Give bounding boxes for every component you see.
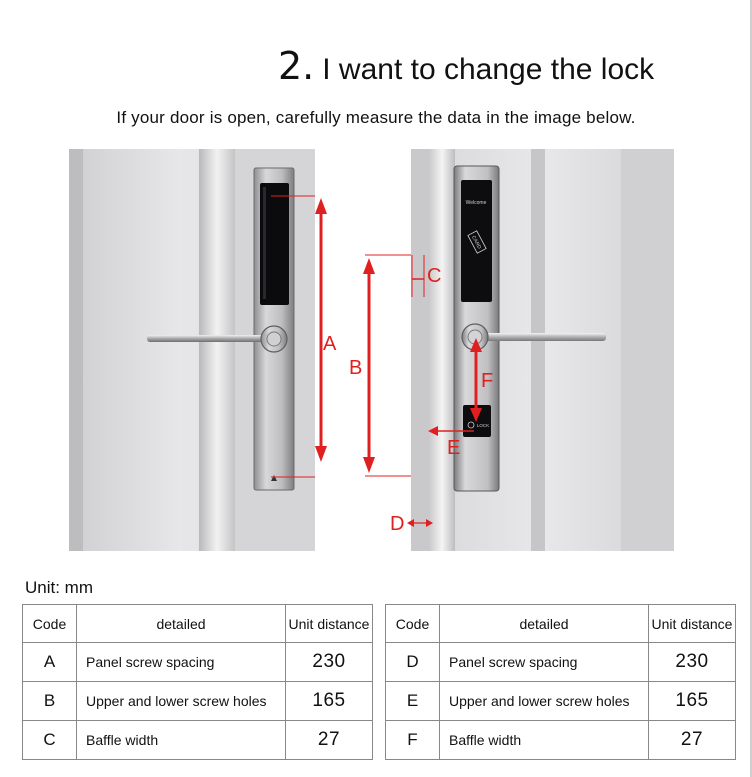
label-b: B [349, 357, 363, 379]
row-detail: Upper and lower screw holes [77, 682, 286, 721]
unit-label: Unit: mm [25, 578, 93, 597]
table-row [386, 682, 736, 721]
row-value: 165 [286, 682, 373, 721]
instruction-subtitle: If your door is open, carefully measure the data in the image below. [116, 108, 636, 127]
measure-arrow-d [405, 515, 435, 531]
row-value: 230 [649, 643, 736, 682]
lock-front-photo [69, 149, 315, 551]
table-header-row [23, 605, 373, 643]
row-code: A [23, 643, 77, 682]
page-title [278, 44, 654, 94]
lock-screen-text: Welcome [465, 200, 487, 206]
header-detailed: detailed [440, 605, 649, 643]
lock-back-photo [411, 149, 674, 551]
spec-table-right [385, 604, 736, 760]
table-row [23, 643, 373, 682]
table-row [23, 721, 373, 760]
header-detailed: detailed [77, 605, 286, 643]
label-d: D [390, 513, 405, 535]
row-value: 230 [286, 643, 373, 682]
lock-front-illustration [69, 149, 315, 551]
card-icon-text: CARD [470, 234, 483, 251]
row-detail: Baffle width [77, 721, 286, 760]
row-detail: Upper and lower screw holes [440, 682, 649, 721]
table-row [386, 721, 736, 760]
row-detail: Panel screw spacing [77, 643, 286, 682]
row-value: 165 [649, 682, 736, 721]
row-code: D [386, 643, 440, 682]
table-row [23, 682, 373, 721]
header-distance: Unit distance [649, 605, 736, 643]
spec-table-left [22, 604, 373, 760]
row-code: F [386, 721, 440, 760]
step-number: 2. [278, 44, 315, 88]
table-header-row [386, 605, 736, 643]
title-text: I want to change the lock [322, 53, 655, 86]
row-code: B [23, 682, 77, 721]
row-code: E [386, 682, 440, 721]
header-distance: Unit distance [286, 605, 373, 643]
row-code: C [23, 721, 77, 760]
label-c: C [427, 265, 442, 287]
label-f: F [481, 370, 494, 392]
row-value: 27 [649, 721, 736, 760]
table-row [386, 643, 736, 682]
label-e: E [447, 437, 461, 459]
header-code: Code [23, 605, 77, 643]
lock-button-text: LOCK [476, 423, 490, 428]
row-detail: Panel screw spacing [440, 643, 649, 682]
lock-back-illustration [411, 149, 674, 551]
measure-arrow-a [300, 190, 350, 470]
row-detail: Baffle width [440, 721, 649, 760]
row-value: 27 [286, 721, 373, 760]
label-a: A [323, 333, 337, 355]
header-code: Code [386, 605, 440, 643]
